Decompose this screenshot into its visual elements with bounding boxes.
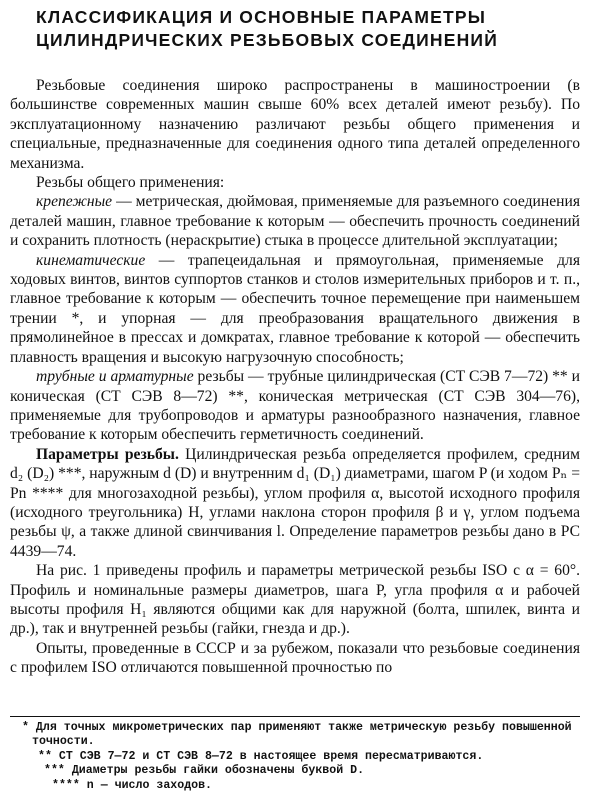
footnote-3: *** Диаметры резьбы гайки обозначены буквой D. — [44, 764, 365, 778]
fastening-text: — метрическая, дюймовая, применяемые для разъемного соединения деталей машин, главное требование к которым — обеспечить прочность соединений и сохранить плотность (нераскрытие) стыка в процессе длительной эксплуатации; — [10, 193, 580, 250]
footnote-2: ** СТ СЭВ 7—72 и СТ СЭВ 8—72 в настоящее время пересматриваются. — [38, 749, 484, 763]
parameters-text: Цилиндрическая резьба определяется профилем, средним d₂ (D₂) ***, наружным d (D) и внутренним d₁ (D₁) диаметрами, шагом P (и ходом Pₙ = Pn **** для многозаходной резьбы), углом профиля α, высотой исходного профиля (исходного треугольника) H, углами наклона сторон профиля β и γ, углом подъема резьбы ψ, а также длиной свинчивания l. Определение параметров резьбы дано в РС 4439—74. — [10, 445, 580, 560]
footnotes — [10, 716, 580, 793]
thread-parameters-paragraph — [10, 445, 580, 561]
intro-paragraph: Резьбовые соединения широко распространены в машиностроении (в большинстве современных машин свыше 60% всех деталей имеют резьбу). По эксплуатационному назначению различают резьбы общего применения и специальные, предназначенные для соединения одного типа деталей определенного механизма. — [10, 77, 580, 172]
parameters-lead: Параметры резьбы. — [36, 445, 179, 463]
fastening-threads-paragraph — [10, 192, 580, 250]
fastening-term: крепежные — [36, 193, 113, 211]
figure-reference-paragraph: На рис. 1 приведены профиль и параметры метрической резьбы ISO с α = 60°. Профиль и номинальные размеры диаметров, шага P, угла профиля α и рабочей высоты профиля H₁ являются общими как для наружной (болта, шпилек, винта и др.), так и внутренней резьбы (гайки, гнезда и др.). — [10, 562, 580, 638]
experiments-paragraph: Опыты, проведенные в СССР и за рубежом, показали что резьбовые соединения с профилем ISO отличаются повышенной прочностью по — [10, 639, 580, 677]
page-title: КЛАССИФИКАЦИЯ И ОСНОВНЫЕ ПАРАМЕТРЫ ЦИЛИНДРИЧЕСКИХ РЕЗЬБОВЫХ СОЕДИНЕНИЙ — [36, 7, 498, 50]
footnote-1: * Для точных микрометрических пар применяют также метрическую резьбу повышенной точности. — [22, 721, 572, 749]
kinematic-term: кинематические — [36, 251, 146, 269]
kinematic-text: — трапецеидальная и прямоугольная, применяемые для ходовых винтов, винтов суппортов станков и столов измерительных приборов и т. п., главное требование к которым — обеспечить точное перемещение при наименьшем трении *, и упорная — для преобразования вращательного движения в прямолинейное в прессах и домкратах, главное требование к которой — обеспечить плавность вращения и высокую нагрузочную способность; — [10, 251, 580, 366]
general-purpose-heading: Резьбы общего применения: — [36, 174, 225, 192]
pipe-term: трубные и арматурные — [36, 368, 194, 386]
main-text — [10, 76, 580, 678]
pipe-threads-paragraph — [10, 367, 580, 445]
pipe-text: резьбы — трубные цилиндрическая (СТ СЭВ 7—72) ** и коническая (СТ СЭВ 8—72) **, коническая метрическая (СТ СЭВ 304—76), применяемые для трубопроводов и арматуры разнообразного назначения, главное требование к которым обеспечить герметичность соединений. — [10, 368, 580, 444]
kinematic-threads-paragraph — [10, 251, 580, 367]
footnote-4: **** n — число заходов. — [52, 778, 213, 792]
